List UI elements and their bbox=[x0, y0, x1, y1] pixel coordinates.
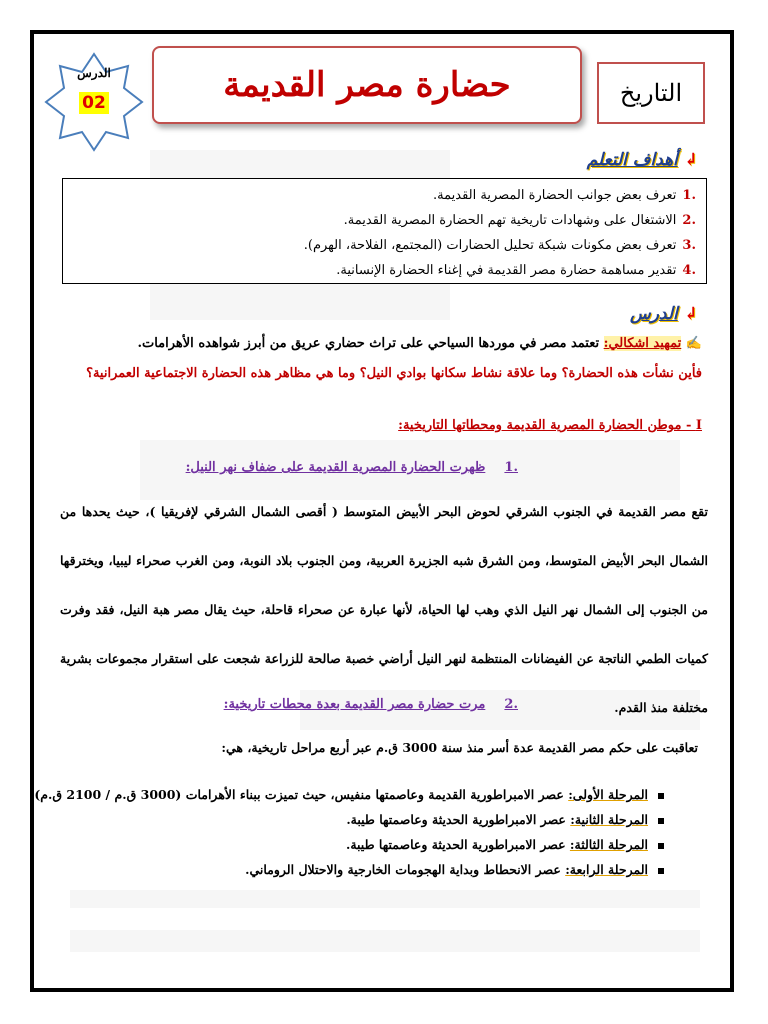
sub-heading-title: ظهرت الحضارة المصرية القديمة على ضفاف نهر النيل: bbox=[185, 460, 486, 475]
bullet-icon bbox=[658, 843, 664, 849]
goal-number: .2 bbox=[682, 213, 696, 228]
stage-label: المرحلة الثانية: bbox=[570, 812, 648, 827]
goal-number: .3 bbox=[682, 238, 696, 253]
stage-text: عصر الامبراطورية الحديثة وعاصمتها طيبة. bbox=[345, 837, 566, 852]
goals-heading-text: أهداف التعلم bbox=[586, 150, 678, 170]
stage-text: عصر الانحطاط وبداية الهجومات الخارجية والاحتلال الروماني. bbox=[245, 862, 561, 877]
bullet-icon bbox=[658, 818, 664, 824]
list-item bbox=[34, 857, 664, 882]
background-watermark bbox=[70, 890, 700, 908]
goal-text: تقدير مساهمة حضارة مصر القديمة في إغناء الحضارة الإنسانية. bbox=[336, 263, 677, 278]
red-arrow-icon: ↲ bbox=[683, 150, 698, 170]
intro-line bbox=[137, 336, 702, 351]
paragraph-nile: تقع مصر القديمة في الجنوب الشرقي لحوض البحر الأبيض المتوسط ( أقصى الشمال الشرقي لإفريقيا )، حيث يحدها من الشمال البحر الأبيض المتوسط، ومن الشرق شبه الجزيرة العربية، ومن الجنوب بلاد النوبة، ومن الغرب صحراء ليبيا، ويخترقها من الجنوب إلى الشمال نهر النيل الذي وهب لها الحياة، لأنها عبارة عن صحراء قاحلة، حيث يقال مصر هبة النيل، فقد وفرت كميات الطمي الناتجة عن الفيضانات المنتظمة لنهر النيل أراضي خصبة صالحة للزراعة شجعت على استقرار مجموعات بشرية مختلفة منذ القدم. bbox=[60, 504, 708, 715]
intro-label: تمهيد اشكالي: bbox=[603, 336, 682, 351]
stages-intro: تعاقبت على حكم مصر القديمة عدة أسر منذ سنة 3000 ق.م عبر أربع مراحل تاريخية، هي: bbox=[221, 740, 698, 755]
goal-item bbox=[73, 183, 696, 208]
sub-heading-number: .2 bbox=[504, 697, 518, 712]
lesson-number: 02 bbox=[79, 92, 109, 114]
bullet-icon bbox=[658, 868, 664, 874]
list-item bbox=[34, 832, 664, 857]
intro-text: تعتمد مصر في موردها السياحي على تراث حضاري عريق من أبرز شواهده الأهرامات. bbox=[137, 336, 600, 351]
sub-heading-1 bbox=[186, 456, 518, 475]
stage-text: عصر الامبراطورية القديمة وعاصمتها منفيس، حيث تميزت ببناء الأهرامات (3000 ق.م / 2100 ق.م) bbox=[34, 787, 564, 802]
stage-text: عصر الامبراطورية الحديثة وعاصمتها طيبة. bbox=[346, 812, 566, 827]
bullet-icon bbox=[658, 793, 664, 799]
goal-text: الاشتغال على وشهادات تاريخية تهم الحضارة المصرية القديمة. bbox=[343, 213, 677, 228]
goals-box bbox=[62, 178, 707, 284]
goal-number: .1 bbox=[682, 188, 696, 203]
goals-heading bbox=[587, 150, 698, 170]
goal-item bbox=[73, 258, 696, 283]
goal-text: تعرف بعض مكونات شبكة تحليل الحضارات (المجتمع، الفلاحة، الهرم). bbox=[303, 238, 677, 253]
goal-item bbox=[73, 233, 696, 258]
subject-label: التاريخ bbox=[597, 62, 705, 124]
problem-question: فأين نشأت هذه الحضارة؟ وما علاقة نشاط سكانها بوادي النيل؟ وما هي مظاهر هذه الحضارة الاجتماعية العمرانية؟ bbox=[86, 366, 702, 381]
sub-heading-2 bbox=[224, 693, 518, 712]
sub-heading-title: مرت حضارة مصر القديمة بعدة محطات تاريخية: bbox=[223, 697, 486, 712]
goal-item bbox=[73, 208, 696, 233]
lesson-heading-text: الدرس bbox=[629, 304, 678, 324]
background-watermark bbox=[70, 930, 700, 952]
list-item bbox=[34, 782, 664, 807]
lesson-label: الدرس bbox=[77, 66, 111, 80]
part-heading: I - موطن الحضارة المصرية القديمة ومحطاتها التاريخية: bbox=[398, 418, 702, 433]
stage-label: المرحلة الرابعة: bbox=[565, 862, 648, 877]
goal-number: .4 bbox=[682, 263, 696, 278]
stages-list bbox=[34, 782, 664, 882]
pencil-icon: ✍ bbox=[681, 336, 702, 351]
red-arrow-icon: ↲ bbox=[683, 304, 698, 324]
list-item bbox=[34, 807, 664, 832]
page-title: حضارة مصر القديمة bbox=[152, 46, 582, 124]
stage-label: المرحلة الأولى: bbox=[568, 787, 648, 802]
stage-label: المرحلة الثالثة: bbox=[569, 837, 648, 852]
sub-heading-number: .1 bbox=[504, 460, 518, 475]
lesson-heading bbox=[630, 304, 698, 324]
goal-text: تعرف بعض جوانب الحضارة المصرية القديمة. bbox=[433, 188, 677, 203]
